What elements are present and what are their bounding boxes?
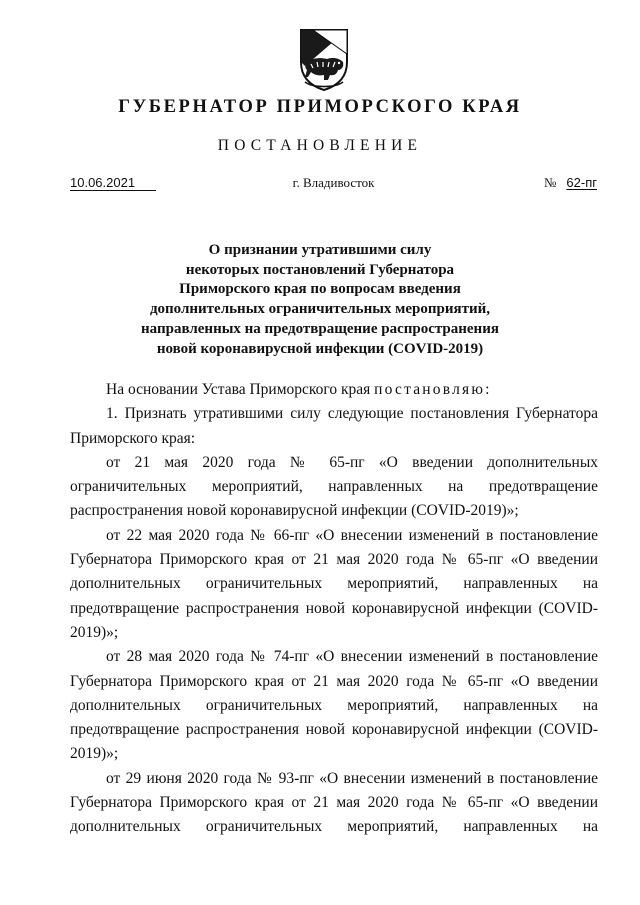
document-type: ПОСТАНОВЛЕНИЕ bbox=[217, 137, 423, 154]
issuing-authority: ГУБЕРНАТОР ПРИМОРСКОГО КРАЯ bbox=[118, 97, 522, 117]
document-date: 10.06.2021 bbox=[70, 175, 136, 190]
number-value: 62-пг bbox=[566, 175, 597, 190]
decree-word: постановляю bbox=[374, 381, 486, 398]
repealed-decree-item: от 22 мая 2020 года № 66-пг «О внесении изменений в постановление Губернатора Приморского края от 21 мая 2020 года № 65-пг «О введении дополнительных ограничительных мероприятий, направленных на предотвращение распространения новой коронавирусной инфекции (COVID-2019)»; bbox=[70, 526, 598, 641]
document-meta bbox=[70, 174, 597, 196]
title-line: О признании утратившими силу bbox=[208, 242, 432, 258]
preamble-text: На основании Устава Приморского края bbox=[106, 381, 371, 398]
document-body bbox=[70, 378, 598, 840]
number-sign: № bbox=[544, 175, 557, 190]
preamble-paragraph bbox=[70, 378, 598, 402]
repealed-decree-item: от 28 мая 2020 года № 74-пг «О внесении изменений в постановление Губернатора Приморского края от 21 мая 2020 года № 65-пг «О введении дополнительных ограничительных мероприятий, направленных на предотвращение распространения новой коронавирусной инфекции (COVID-2019)»; bbox=[70, 648, 598, 763]
repealed-decree-item: от 21 мая 2020 года № 65-пг «О введении дополнительных ограничительных мероприятий, направленных на предотвращение распространения новой коронавирусной инфекции (COVID-2019)»; bbox=[70, 453, 598, 520]
document-city: г. Владивосток bbox=[292, 175, 375, 190]
title-line: новой коронавирусной инфекции (COVID-2019) bbox=[156, 340, 484, 357]
title-line: дополнительных ограничительных мероприятий, bbox=[149, 301, 491, 318]
title-line: направленных на предотвращение распространения bbox=[141, 320, 499, 337]
document-title bbox=[100, 241, 540, 359]
document-number bbox=[544, 174, 597, 192]
preamble-colon: : bbox=[485, 381, 490, 398]
title-line: некоторых постановлений Губернатора bbox=[185, 261, 455, 278]
clause-1-paragraph: 1. Признать утратившими силу следующие постановления Губернатора Приморского края: bbox=[70, 405, 598, 447]
primorsky-krai-coat-of-arms-icon bbox=[297, 28, 351, 92]
repealed-decree-item: от 29 июня 2020 года № 93-пг «О внесении изменений в постановление Губернатора Приморского края от 21 мая 2020 года № 65-пг «О введении дополнительных ограничительных мероприятий, направленных на bbox=[70, 769, 598, 836]
title-line: Приморского края по вопросам введения bbox=[179, 281, 461, 298]
